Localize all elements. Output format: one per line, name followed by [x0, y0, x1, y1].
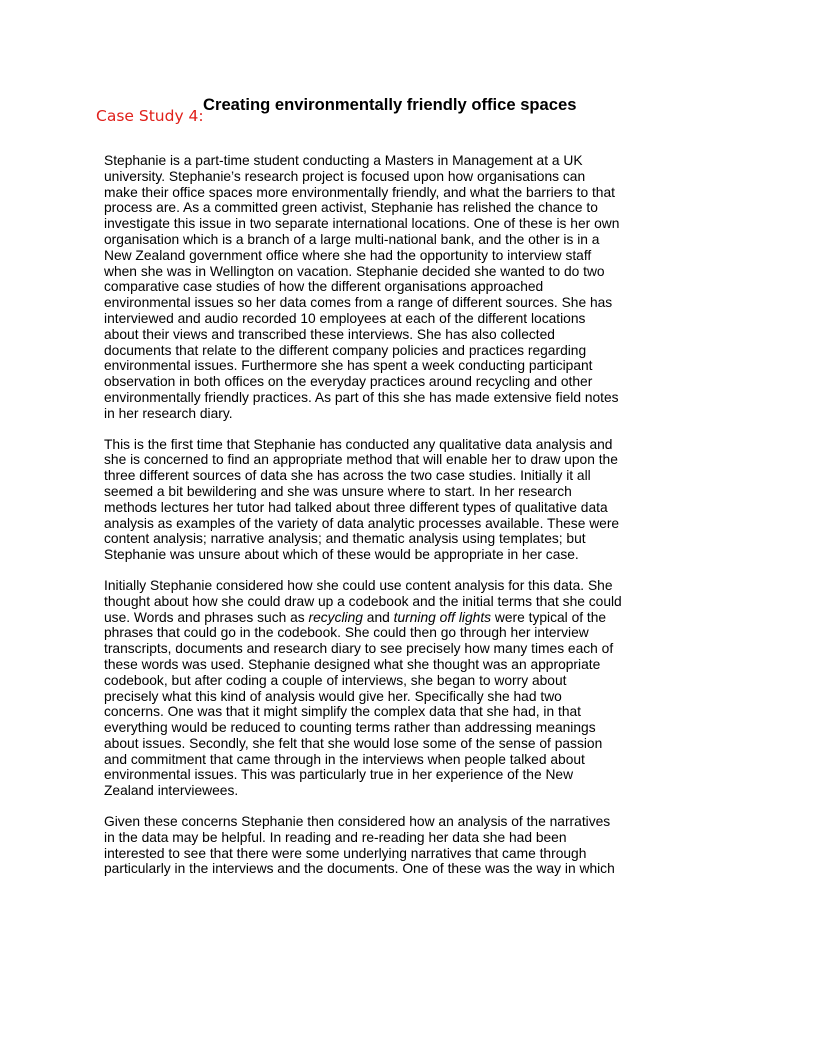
text-line: This is the first time that Stephanie has conducted any qualitative data analysis and [104, 436, 613, 452]
text-line: make their office spaces more environmentally friendly, and what the barriers to that [104, 184, 615, 200]
text-line: thought about how she could draw up a codebook and the initial terms that she could [104, 593, 622, 609]
text-line: Given these concerns Stephanie then considered how an analysis of the narratives [104, 814, 611, 830]
text-line: precisely what this kind of analysis would give her. Specifically she had two [104, 688, 562, 704]
text-line: Zealand interviewees. [104, 783, 239, 799]
text-line: interested to see that there were some underlying narratives that came through [104, 845, 587, 861]
text-line: and commitment that came through in the interviews when people talked about [104, 751, 585, 767]
text-line: phrases that could go in the codebook. She could then go through her interview [104, 625, 589, 641]
text-line: about issues. Secondly, she felt that she would lose some of the sense of passion [104, 735, 603, 751]
text-line: three different sources of data she has across the two case studies. Initially it all [104, 468, 591, 484]
text-line: university. Stephanie’s research project is focused upon how organisations can [104, 168, 586, 184]
text-line: environmentally friendly practices. As part of this she has made extensive field notes [104, 389, 619, 405]
text-line: observation in both offices on the everyday practices around recycling and other [104, 374, 593, 390]
text-line: Initially Stephanie considered how she could use content analysis for this data. She [104, 577, 613, 593]
text-line-with-emphasis [104, 610, 694, 626]
paragraph-4 [104, 814, 694, 877]
text-line: codebook, but after coding a couple of interviews, she began to worry about [104, 672, 567, 688]
text-line: interviewed and audio recorded 10 employees at each of the different locations [104, 310, 586, 326]
paragraph-2 [104, 437, 694, 563]
text-line: environmental issues so her data comes from a range of different sources. She has [104, 295, 613, 311]
text-fragment: were typical of the [491, 609, 607, 625]
text-fragment: use. Words and phrases such as [104, 609, 309, 625]
text-line: New Zealand government office where she had the opportunity to interview staff [104, 247, 592, 263]
paragraph-1 [104, 153, 694, 422]
text-line: content analysis; narrative analysis; and thematic analysis using templates; but [104, 531, 586, 547]
text-line: environmental issues. This was particularly true in her experience of the New [104, 767, 574, 783]
text-fragment: and [362, 609, 394, 625]
text-line: transcripts, documents and research diary to see precisely how many times each of [104, 641, 614, 657]
page-title: Creating environmentally friendly office spaces [203, 95, 577, 114]
text-line: process are. As a committed green activist, Stephanie has relished the chance to [104, 200, 598, 216]
text-line: environmental issues. Furthermore she has spent a week conducting participant [104, 358, 593, 374]
emphasis-recycling: recycling [308, 609, 363, 625]
text-line: in her research diary. [104, 405, 233, 421]
text-line: methods lectures her tutor had talked about three different types of qualitative data [104, 499, 608, 515]
text-line: seemed a bit bewildering and she was unsure where to start. In her research [104, 483, 572, 499]
document-body [104, 153, 694, 877]
text-line: documents that relate to the different company policies and practices regarding [104, 342, 587, 358]
text-line: analysis as examples of the variety of data analytic processes available. These were [104, 515, 620, 531]
text-line: in the data may be helpful. In reading and re-reading her data she had been [104, 829, 567, 845]
text-line: comparative case studies of how the different organisations approached [104, 279, 544, 295]
text-line: organisation which is a branch of a large multi-national bank, and the other is in a [104, 231, 600, 247]
text-line: these words was used. Stephanie designed what she thought was an appropriate [104, 656, 601, 672]
text-line: everything would be reduced to counting terms rather than addressing meanings [104, 720, 596, 736]
paragraph-3 [104, 578, 694, 799]
text-line: concerns. One was that it might simplify the complex data that she had, in that [104, 704, 582, 720]
case-study-label: Case Study 4: [96, 107, 204, 125]
emphasis-turning-off-lights: turning off lights [393, 609, 492, 625]
text-line: particularly in the interviews and the documents. One of these was the way in which [104, 861, 615, 877]
text-line: about their views and transcribed these interviews. She has also collected [104, 326, 555, 342]
text-line: Stephanie was unsure about which of these would be appropriate in her case. [104, 547, 579, 563]
text-line: when she was in Wellington on vacation. Stephanie decided she wanted to do two [104, 263, 605, 279]
text-line: she is concerned to find an appropriate method that will enable her to draw upon the [104, 452, 618, 468]
text-line: investigate this issue in two separate international locations. One of these is her own [104, 216, 620, 232]
text-line: Stephanie is a part-time student conducting a Masters in Management at a UK [104, 153, 583, 168]
